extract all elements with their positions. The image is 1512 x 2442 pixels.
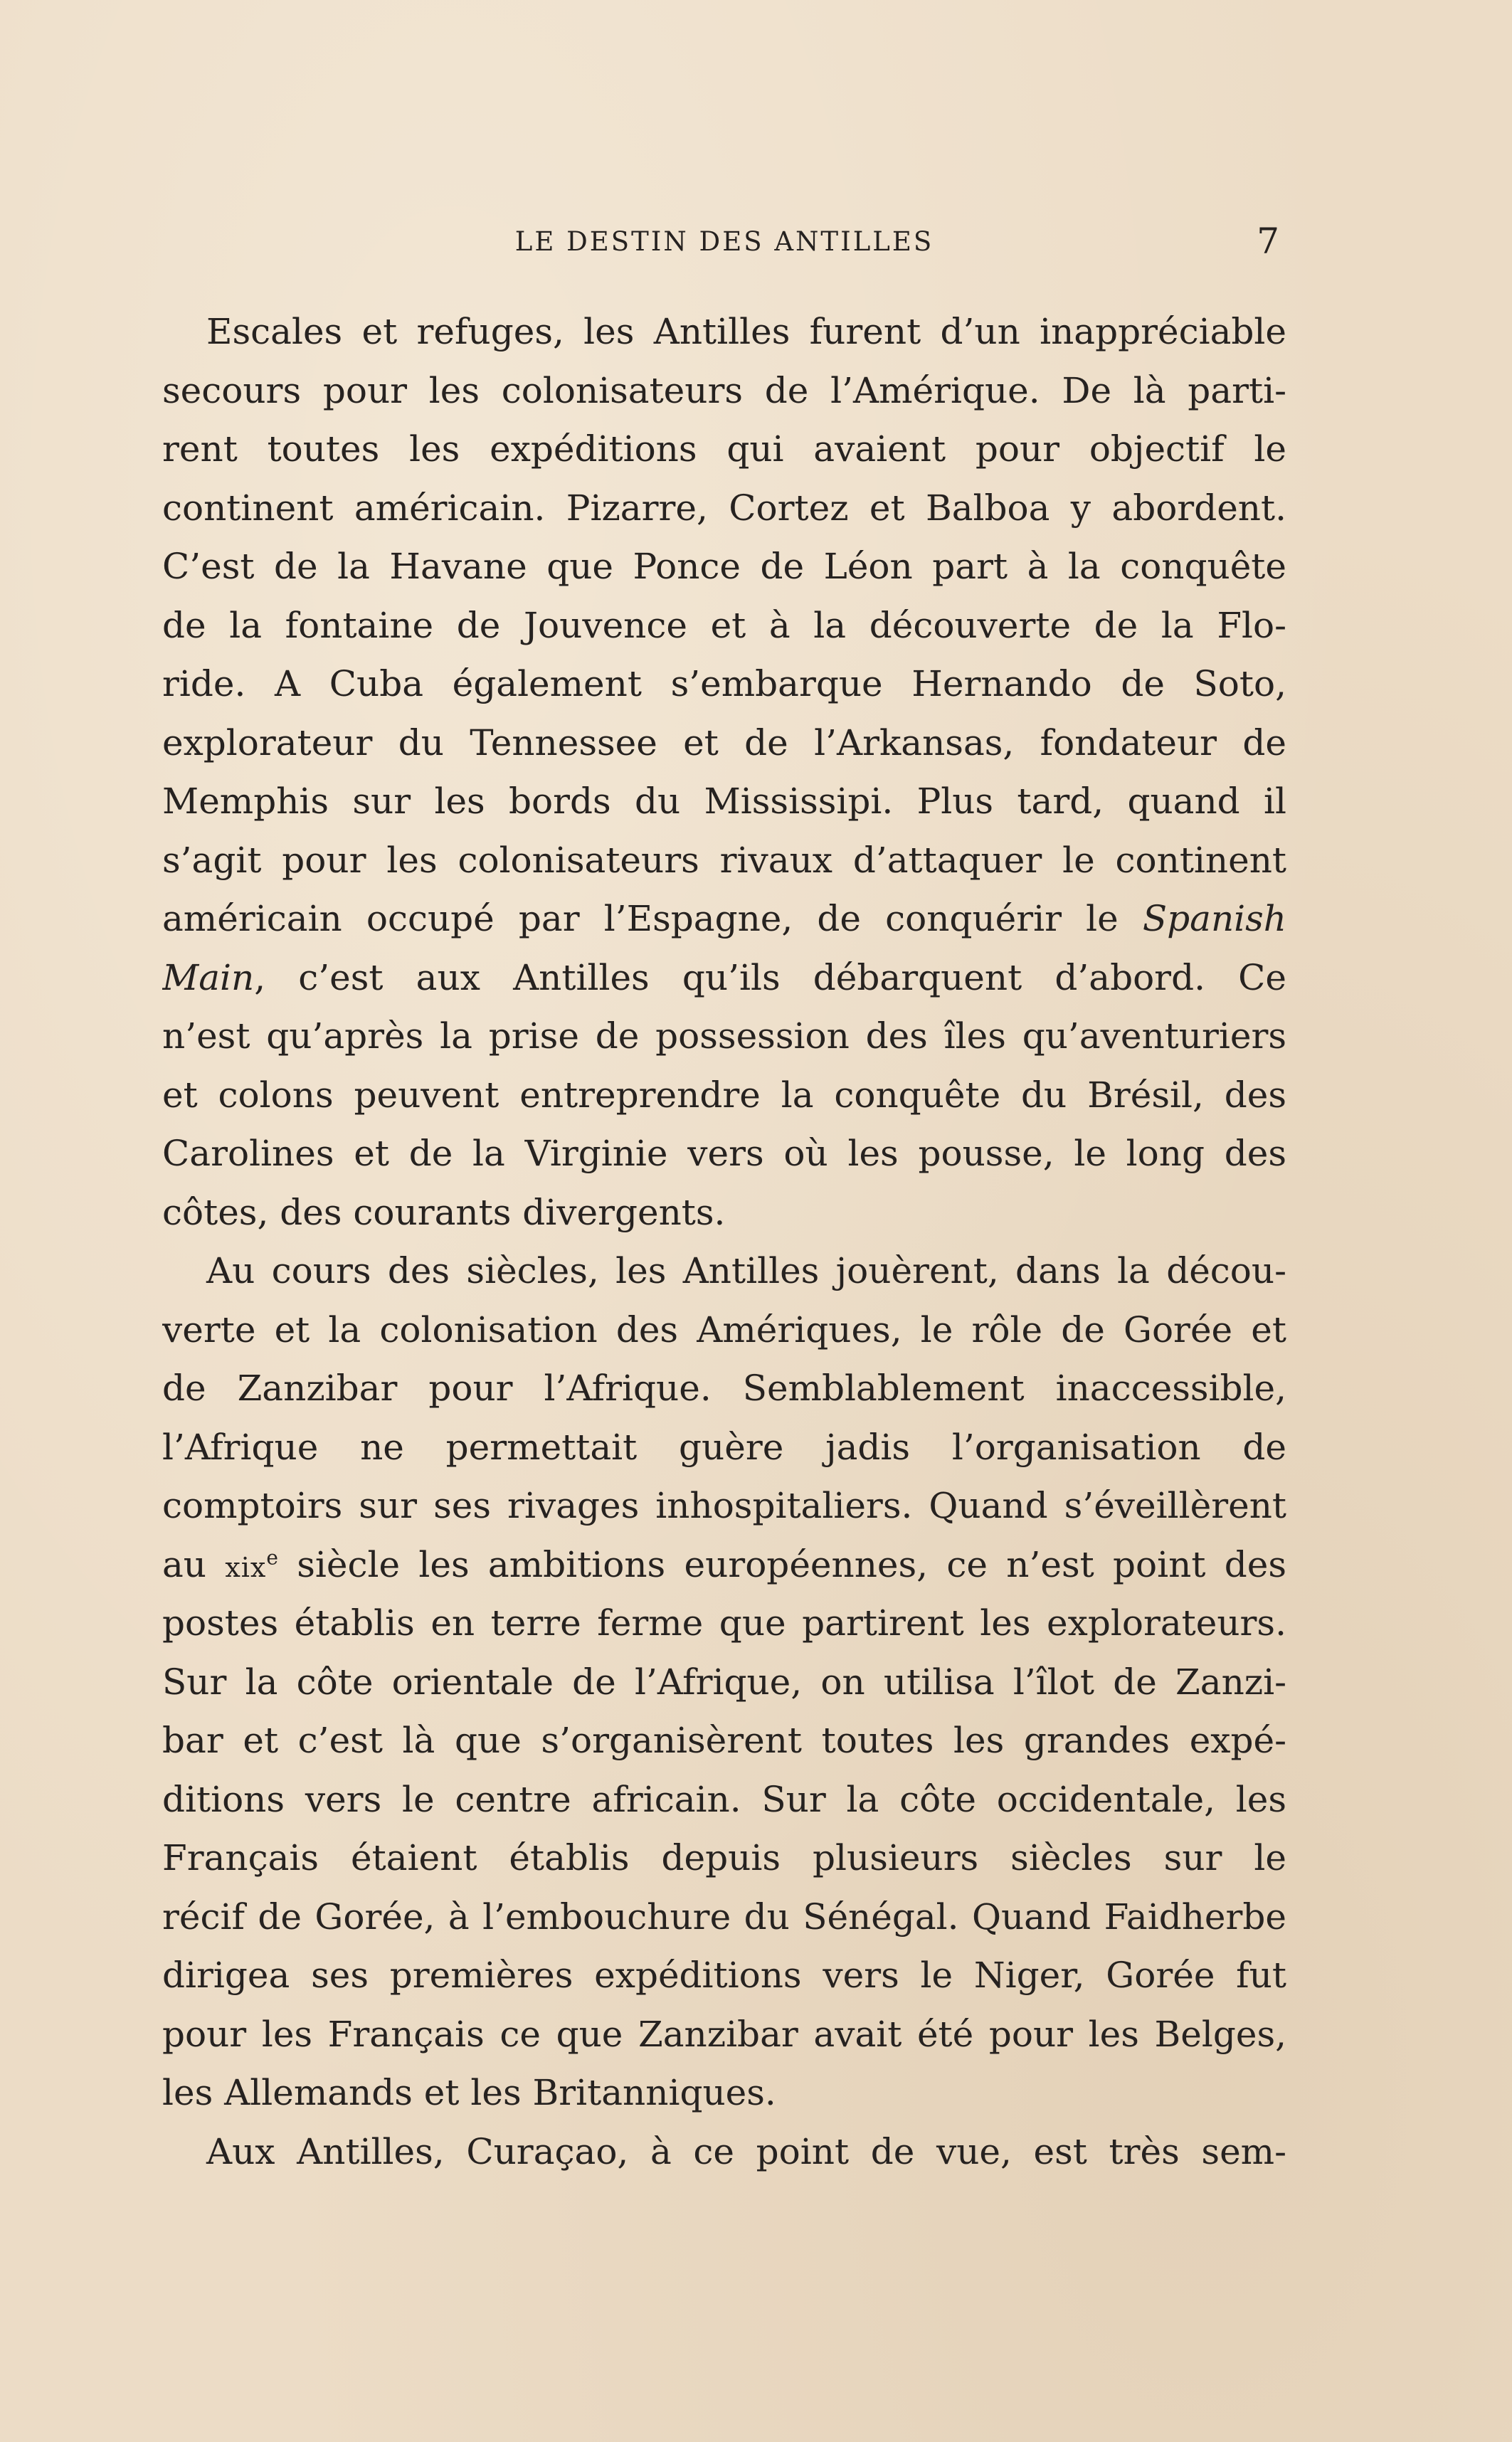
text-line: ditions vers le centre africain. Sur la côte occidentale, les bbox=[162, 1778, 1286, 1820]
text-line: récif de Gorée, à l’embouchure du Sénégal. Quand Faidherbe bbox=[162, 1896, 1286, 1938]
text-line: Aux Antilles, Curaçao, à ce point de vue, est très sem- bbox=[206, 2130, 1286, 2172]
text-line: Français étaient établis depuis plusieurs siècles sur le bbox=[162, 1837, 1286, 1878]
text-line: continent américain. Pizarre, Cortez et Balboa y abordent. bbox=[162, 487, 1286, 529]
text-segment: siècle les ambitions européennes, ce n’est point des bbox=[277, 1543, 1286, 1585]
text-line: de Zanzibar pour l’Afrique. Semblablement inaccessible, bbox=[162, 1368, 1286, 1409]
text-line: s’agit pour les colonisateurs rivaux d’attaquer le continent bbox=[162, 839, 1286, 881]
text-line: rent toutes les expéditions qui avaient pour objectif le bbox=[162, 428, 1286, 470]
text-segment: américain occupé par l’Espagne, de conquérir le bbox=[162, 898, 1119, 939]
text-line: Au cours des siècles, les Antilles jouèrent, dans la décou- bbox=[206, 1250, 1286, 1291]
text-line bbox=[162, 1536, 1286, 1595]
body-text bbox=[162, 302, 1286, 2181]
text-line: dirigea ses premières expéditions vers le Niger, Gorée fut bbox=[162, 1955, 1286, 1996]
text-line: de la fontaine de Jouvence et à la découverte de la Flo- bbox=[162, 604, 1286, 646]
italic-text: Main bbox=[162, 956, 255, 998]
page-number: 7 bbox=[1257, 221, 1279, 262]
text-line: Carolines et de la Virginie vers où les pousse, le long des bbox=[162, 1133, 1286, 1174]
text-line bbox=[162, 889, 1286, 948]
text-line bbox=[162, 948, 1286, 1008]
text-line: n’est qu’après la prise de possession des îles qu’aventuriers bbox=[162, 1015, 1286, 1057]
text-line: verte et la colonisation des Amériques, le rôle de Gorée et bbox=[162, 1309, 1286, 1350]
text-segment: au bbox=[162, 1543, 226, 1585]
text-line: ride. A Cuba également s’embarque Hernando de Soto, bbox=[162, 663, 1286, 704]
text-line: côtes, des courants divergents. bbox=[162, 1191, 726, 1233]
text-segment: , c’est aux Antilles qu’ils débarquent d’abord. Ce bbox=[254, 956, 1286, 998]
text-line: comptoirs sur ses rivages inhospitaliers. Quand s’éveillèrent bbox=[162, 1485, 1286, 1526]
text-line: Escales et refuges, les Antilles furent d’un inappréciable bbox=[206, 311, 1286, 352]
text-line: et colons peuvent entreprendre la conquête du Brésil, des bbox=[162, 1074, 1286, 1116]
text-line: explorateur du Tennessee et de l’Arkansas, fondateur de bbox=[162, 722, 1286, 763]
text-line: postes établis en terre ferme que partirent les explorateurs. bbox=[162, 1602, 1286, 1644]
text-line: secours pour les colonisateurs de l’Amérique. De là parti- bbox=[162, 369, 1286, 411]
italic-text: Spanish bbox=[1142, 898, 1286, 939]
small-caps-text: xix bbox=[225, 1551, 267, 1583]
text-line: les Allemands et les Britanniques. bbox=[162, 2072, 776, 2113]
text-line: Sur la côte orientale de l’Afrique, on utilisa l’îlot de Zanzi- bbox=[162, 1661, 1286, 1703]
running-head bbox=[162, 221, 1286, 269]
superscript: e bbox=[266, 1545, 278, 1569]
running-title: LE DESTIN DES ANTILLES bbox=[514, 226, 934, 257]
text-line: l’Afrique ne permettait guère jadis l’organisation de bbox=[162, 1426, 1286, 1468]
text-line: Memphis sur les bords du Mississipi. Plus tard, quand il bbox=[162, 781, 1286, 822]
text-line: bar et c’est là que s’organisèrent toutes les grandes expé- bbox=[162, 1720, 1286, 1761]
text-line: C’est de la Havane que Ponce de Léon part à la conquête bbox=[162, 546, 1286, 587]
text-line: pour les Français ce que Zanzibar avait été pour les Belges, bbox=[162, 2013, 1286, 2055]
